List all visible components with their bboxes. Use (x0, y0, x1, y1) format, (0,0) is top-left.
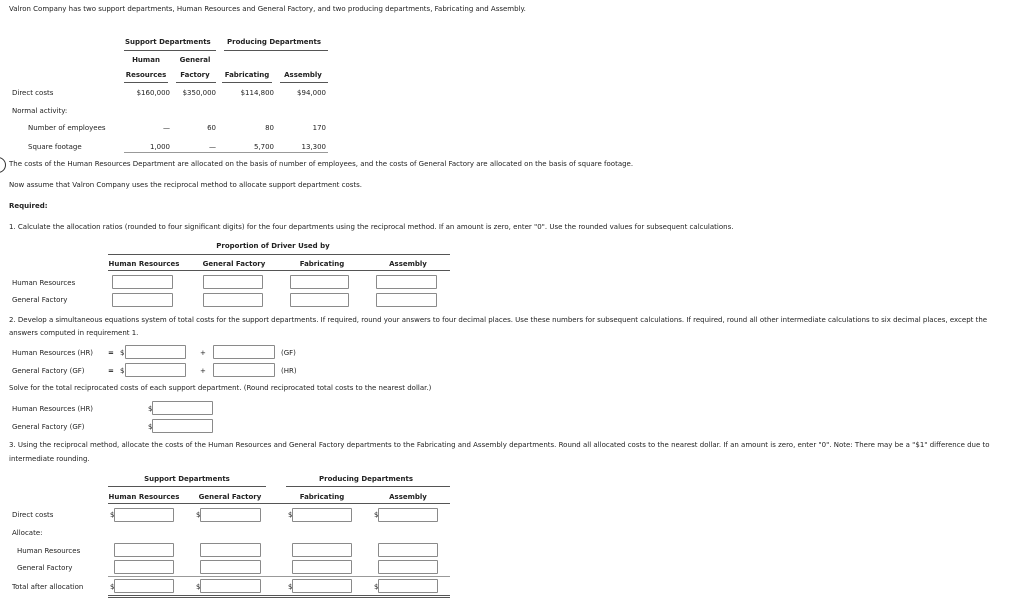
sqft-gf: — (209, 143, 216, 151)
ratio-hr-asm-input[interactable] (376, 275, 437, 289)
req3-dollar-2: $ (196, 511, 201, 519)
alloc-direct-asm-input[interactable] (378, 508, 438, 522)
sqft-hr: 1,000 (149, 143, 170, 151)
direct-cost-fab: $114,800 (240, 89, 274, 97)
eq-gf-constant-input[interactable] (125, 363, 186, 377)
ratio-hr-hr-input[interactable] (112, 275, 173, 289)
req3-col-gf: General Factory (198, 493, 262, 501)
direct-costs-label: Direct costs (12, 89, 54, 97)
alloc-total-asm-input[interactable] (378, 579, 438, 593)
req1-text: 1. Calculate the allocation ratios (rounded to four significant digits) for the four departments using the reciprocal method. If an amount is zero, enter "0". Use the rounded values for subsequent calculations. (9, 223, 734, 231)
req3-group-support: Support Departments (144, 475, 230, 483)
solve-hr-label: Human Resources (HR) (12, 405, 94, 413)
top-col-fab: Fabricating (224, 71, 270, 79)
ratio-gf-asm-input[interactable] (376, 293, 437, 307)
assume-note: Now assume that Valron Company uses the reciprocal method to allocate support department costs. (9, 181, 363, 189)
top-col-hr-2: Resources (125, 71, 167, 79)
req2-text-line2: answers computed in requirement 1. (9, 329, 139, 337)
req3-text-line2: intermediate rounding. (9, 455, 90, 463)
eq-hr-dollar: $ (120, 349, 125, 357)
solve-hr-dollar: $ (148, 405, 153, 413)
eq-gf-dollar: $ (120, 367, 125, 375)
req1-row-hr-label: Human Resources (12, 279, 76, 287)
allocation-note: The costs of the Human Resources Department are allocated on the basis of number of employees, and the costs of General Factory are allocated on the basis of square footage. (9, 160, 634, 168)
alloc-hr-gf-input[interactable] (200, 543, 261, 557)
required-label: Required: (9, 202, 48, 210)
ratio-gf-hr-input[interactable] (112, 293, 173, 307)
eq-hr-constant-input[interactable] (125, 345, 186, 359)
alloc-direct-hr-input[interactable] (114, 508, 174, 522)
alloc-total-fab-input[interactable] (292, 579, 352, 593)
employees-label: Number of employees (28, 124, 106, 132)
eq-gf-label: General Factory (GF) (12, 367, 85, 375)
req1-col-fab: Fabricating (299, 260, 345, 268)
ratio-hr-gf-input[interactable] (203, 275, 263, 289)
alloc-gf-gf-input[interactable] (200, 560, 261, 574)
eq-hr-label: Human Resources (HR) (12, 349, 94, 357)
eq-hr-plus: + (200, 349, 206, 357)
employees-fab: 80 (265, 124, 274, 132)
req3-dollar-7: $ (288, 583, 293, 591)
intro-text: Valron Company has two support departments, Human Resources and General Factory, and two producing departments, Fabricating and Assembly. (9, 5, 526, 13)
top-col-gf-1: General (179, 56, 211, 64)
employees-asm: 170 (312, 124, 326, 132)
top-group-support: Support Departments (125, 38, 211, 46)
req3-group-producing: Producing Departments (319, 475, 413, 483)
solve-gf-dollar: $ (148, 423, 153, 431)
direct-cost-asm: $94,000 (297, 89, 326, 97)
allocate-label: Allocate: (12, 529, 43, 537)
req3-dollar-8: $ (374, 583, 379, 591)
req1-caption: Proportion of Driver Used by (216, 242, 330, 250)
solve-hr-input[interactable] (152, 401, 213, 415)
req3-dollar-5: $ (110, 583, 115, 591)
req1-col-asm: Assembly (389, 260, 427, 268)
solve-text: Solve for the total reciprocated costs of each support department. (Round reciprocated total costs to the nearest dollar.) (9, 384, 432, 392)
direct-cost-gf: $350,000 (182, 89, 216, 97)
req1-row-gf-label: General Factory (12, 296, 68, 304)
req1-col-gf: General Factory (202, 260, 266, 268)
eq-gf-plus: + (200, 367, 206, 375)
req2-text-line1: 2. Develop a simultaneous equations system of total costs for the support departments. If required, round your answers to four decimal places. Use these numbers for subsequent calculations. If required, round all other intermediate calculations to six decimal places, except the (9, 316, 988, 324)
ratio-gf-gf-input[interactable] (203, 293, 263, 307)
req3-dollar-6: $ (196, 583, 201, 591)
alloc-direct-gf-input[interactable] (200, 508, 261, 522)
req3-direct-costs-label: Direct costs (12, 511, 54, 519)
ratio-gf-fab-input[interactable] (290, 293, 349, 307)
alloc-total-hr-input[interactable] (114, 579, 174, 593)
req3-dollar-4: $ (374, 511, 379, 519)
alloc-gf-hr-input[interactable] (114, 560, 174, 574)
sqft-label: Square footage (28, 143, 82, 151)
solve-gf-label: General Factory (GF) (12, 423, 85, 431)
alloc-direct-fab-input[interactable] (292, 508, 352, 522)
alloc-hr-fab-input[interactable] (292, 543, 352, 557)
alloc-gf-asm-input[interactable] (378, 560, 438, 574)
sqft-asm: 13,300 (301, 143, 326, 151)
cursor-circle (0, 157, 6, 173)
req3-col-fab: Fabricating (299, 493, 345, 501)
eq-gf-coef-input[interactable] (213, 363, 275, 377)
req3-dollar-1: $ (110, 511, 115, 519)
eq-hr-suffix: (GF) (281, 349, 296, 357)
direct-cost-hr: $160,000 (136, 89, 170, 97)
eq-hr-equals: = (108, 349, 114, 357)
alloc-hr-hr-input[interactable] (114, 543, 174, 557)
req3-dollar-3: $ (288, 511, 293, 519)
employees-hr: — (163, 124, 170, 132)
top-col-asm: Assembly (284, 71, 322, 79)
req3-text-line1: 3. Using the reciprocal method, allocate the costs of the Human Resources and General Factory departments to the Fabricating and Assembly departments. Round all allocated costs to the nearest dollar. If an amount is zero, enter "0". Note: There may be a "$1" difference due to (9, 441, 990, 449)
top-col-gf-2: Factory (180, 71, 210, 79)
eq-gf-equals: = (108, 367, 114, 375)
total-after-label: Total after allocation (12, 583, 84, 591)
alloc-hr-asm-input[interactable] (378, 543, 438, 557)
sqft-fab: 5,700 (253, 143, 274, 151)
solve-gf-input[interactable] (152, 419, 213, 433)
top-group-producing: Producing Departments (227, 38, 321, 46)
alloc-gf-label: General Factory (17, 564, 73, 572)
employees-gf: 60 (207, 124, 216, 132)
alloc-hr-label: Human Resources (17, 547, 81, 555)
eq-gf-suffix: (HR) (281, 367, 297, 375)
req1-col-hr: Human Resources (108, 260, 180, 268)
eq-hr-coef-input[interactable] (213, 345, 275, 359)
alloc-gf-fab-input[interactable] (292, 560, 352, 574)
normal-activity-label: Normal activity: (12, 107, 68, 115)
req3-col-asm: Assembly (389, 493, 427, 501)
alloc-total-gf-input[interactable] (200, 579, 261, 593)
ratio-hr-fab-input[interactable] (290, 275, 349, 289)
req3-col-hr: Human Resources (108, 493, 180, 501)
top-col-hr-1: Human (132, 56, 160, 64)
